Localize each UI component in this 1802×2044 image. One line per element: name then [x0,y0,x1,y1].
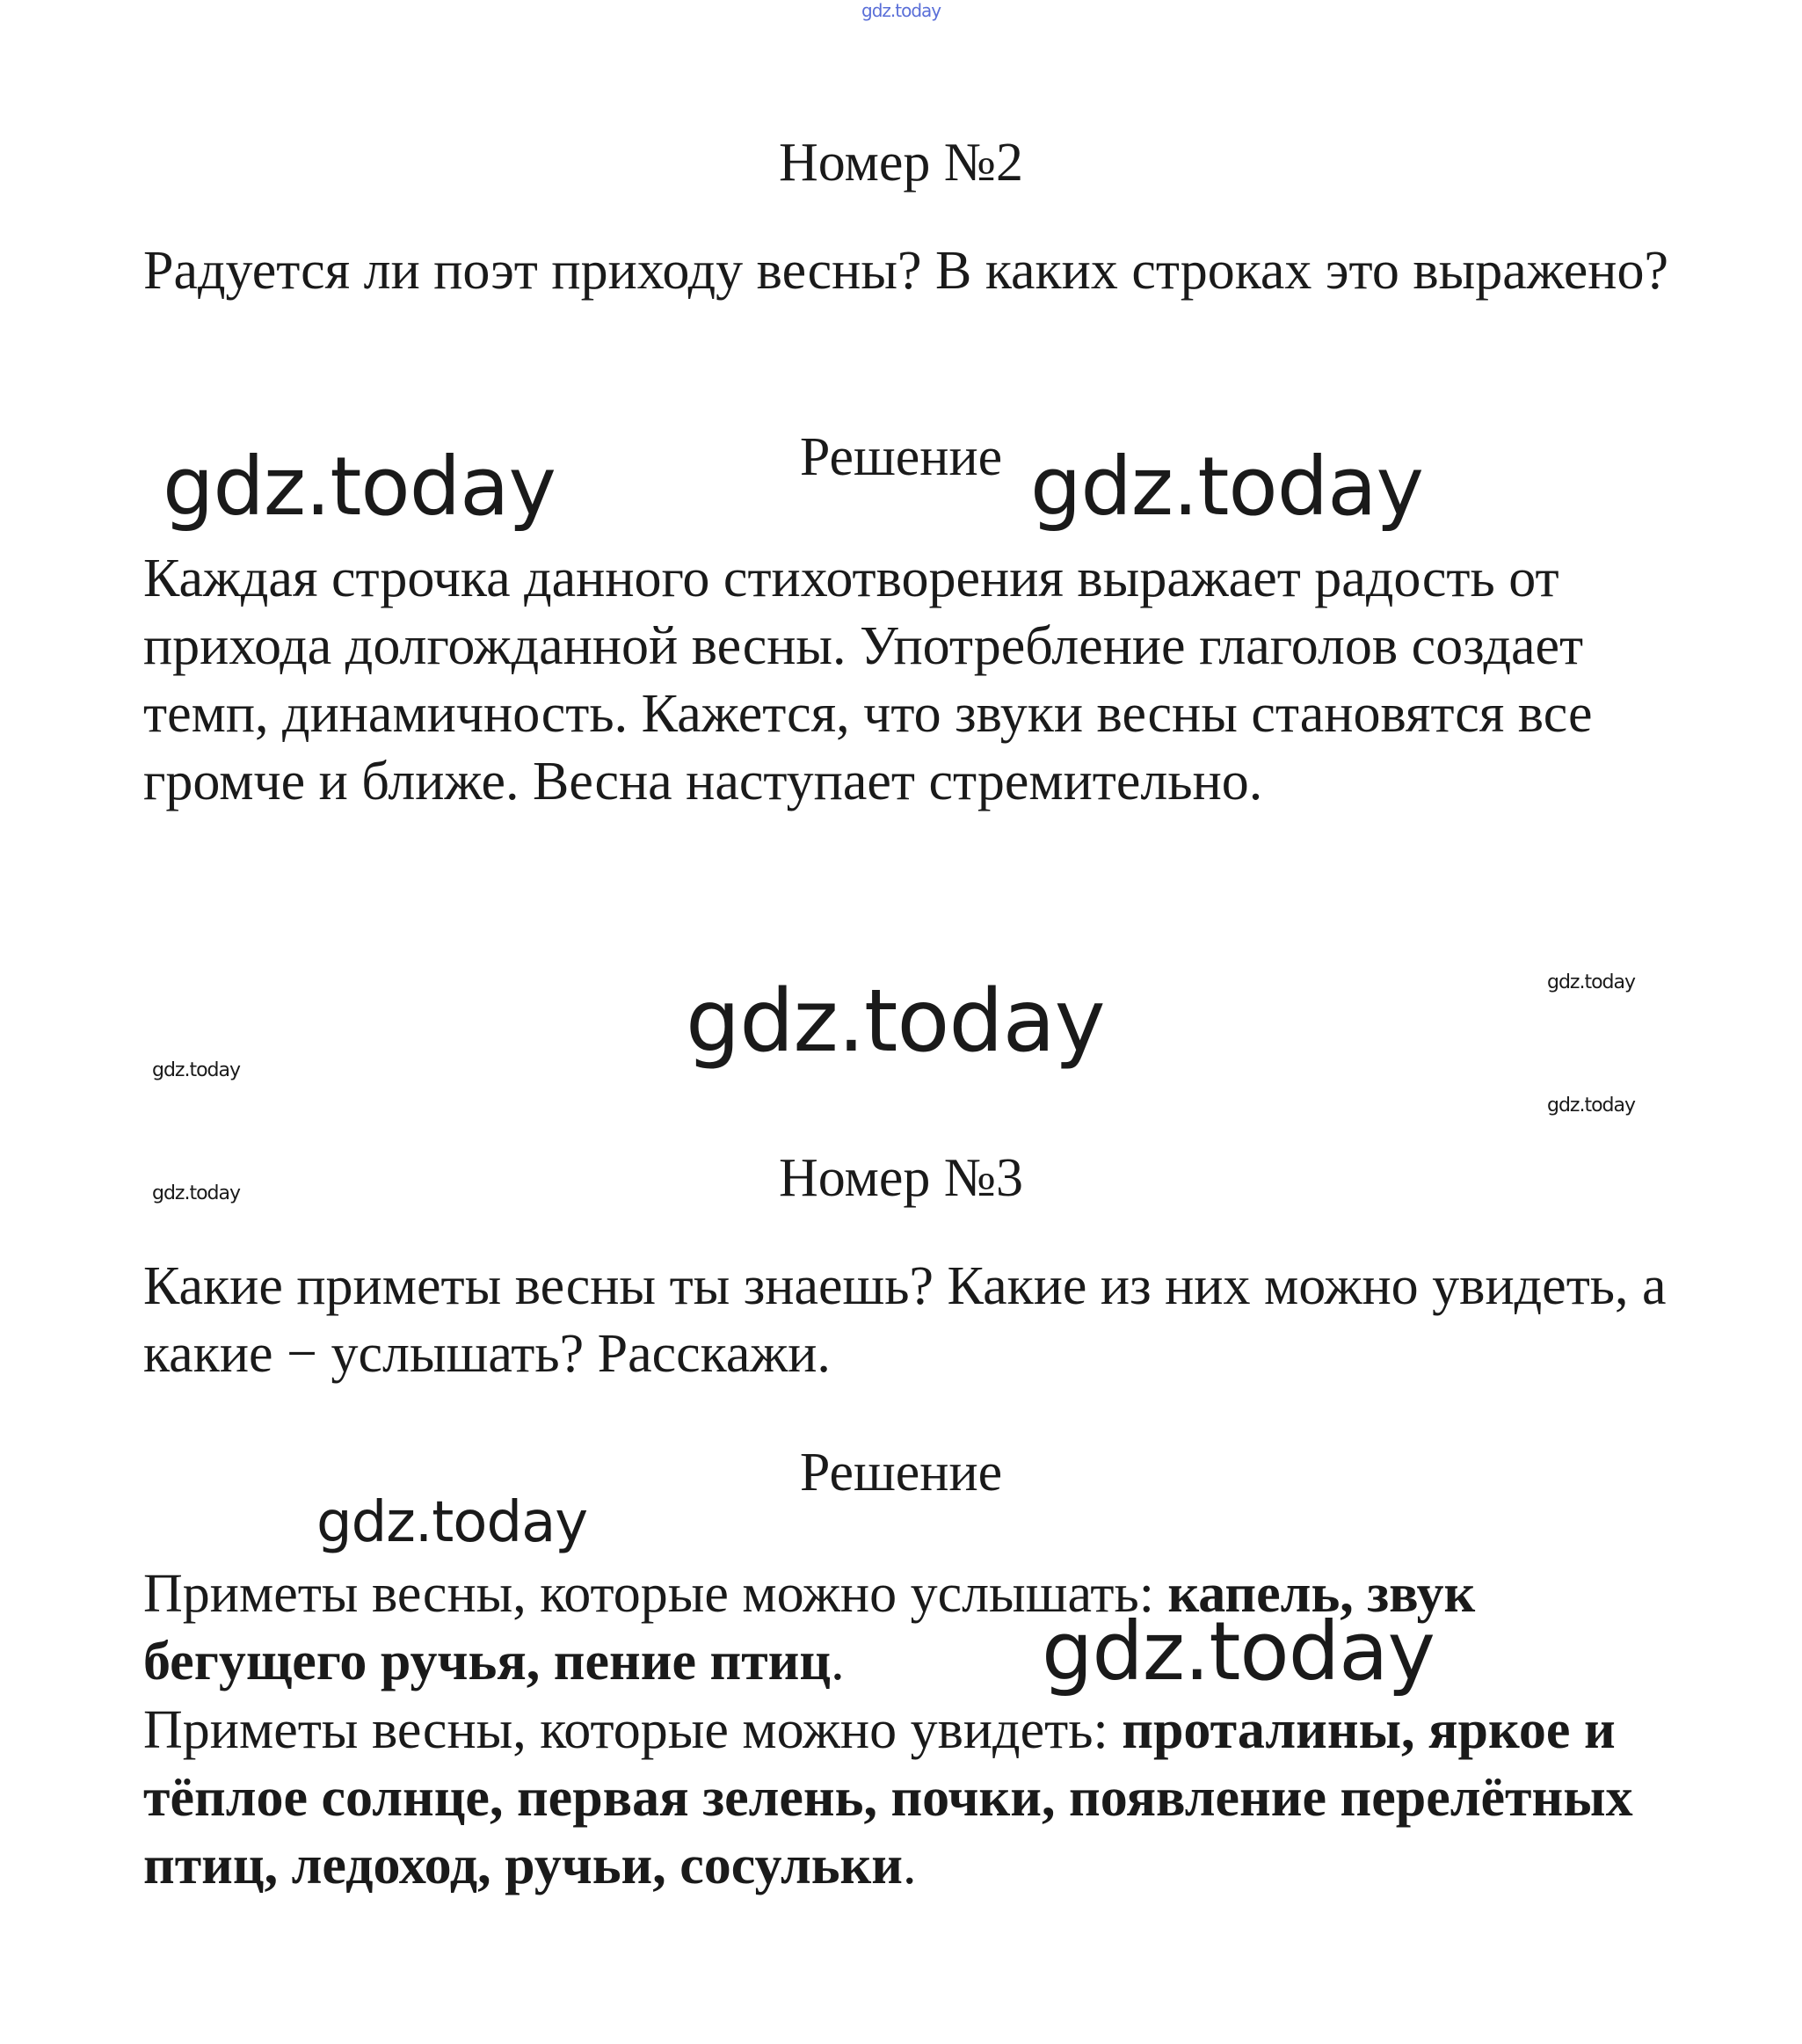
watermark-large-3: gdz.today [686,971,1105,1072]
watermark-small-2: gdz.today [152,1059,241,1081]
section3-answer-hear [143,1560,1690,1696]
watermark-large-2: gdz.today [1030,440,1423,534]
section3-question: Какие приметы весны ты знаешь? Какие из них можно увидеть, а какие − услышать? Расскажи. [143,1256,1667,1384]
section3-title: Номер №3 [778,1148,1023,1208]
watermark-medium-1: gdz.today [316,1490,588,1555]
answer-hear-end: . [831,1632,845,1691]
section2-answer: Каждая строчка данного стихотворения выражает радость от прихода долгожданной весны. Употребление глаголов создает темп, динамичность. Кажется, что звуки весны становятся все громче и ближе. Весна наступает стремительно. [143,549,1593,811]
section2-solution-label: Решение [799,427,1003,487]
answer-hear-items: капель, звук бегущего ручья, пение птиц [143,1564,1476,1691]
watermark-small-1: gdz.today [1547,971,1636,993]
answer-see-intro: Приметы весны, которые можно увидеть: [143,1700,1123,1760]
watermark-large-1: gdz.today [163,440,556,534]
section2-question: Радуется ли поэт приходу весны? В каких строках это выражено? [143,241,1669,301]
section3-solution-label: Решение [799,1443,1003,1502]
answer-hear-intro: Приметы весны, которые можно услышать: [143,1564,1168,1624]
answer-see-end: . [902,1836,917,1895]
watermark-small-4: gdz.today [152,1182,241,1204]
watermark-small-3: gdz.today [1547,1095,1636,1117]
answer-see-items: проталины, яркое и тёплое солнце, первая зелень, почки, появление перелётных птиц, ледоход, ручьи, сосульки [143,1700,1633,1895]
section3-answer-see [143,1697,1690,1900]
watermark-top: gdz.today [861,0,941,21]
watermark-large-4: gdz.today [1042,1604,1435,1698]
section2-title: Номер №2 [778,133,1023,193]
